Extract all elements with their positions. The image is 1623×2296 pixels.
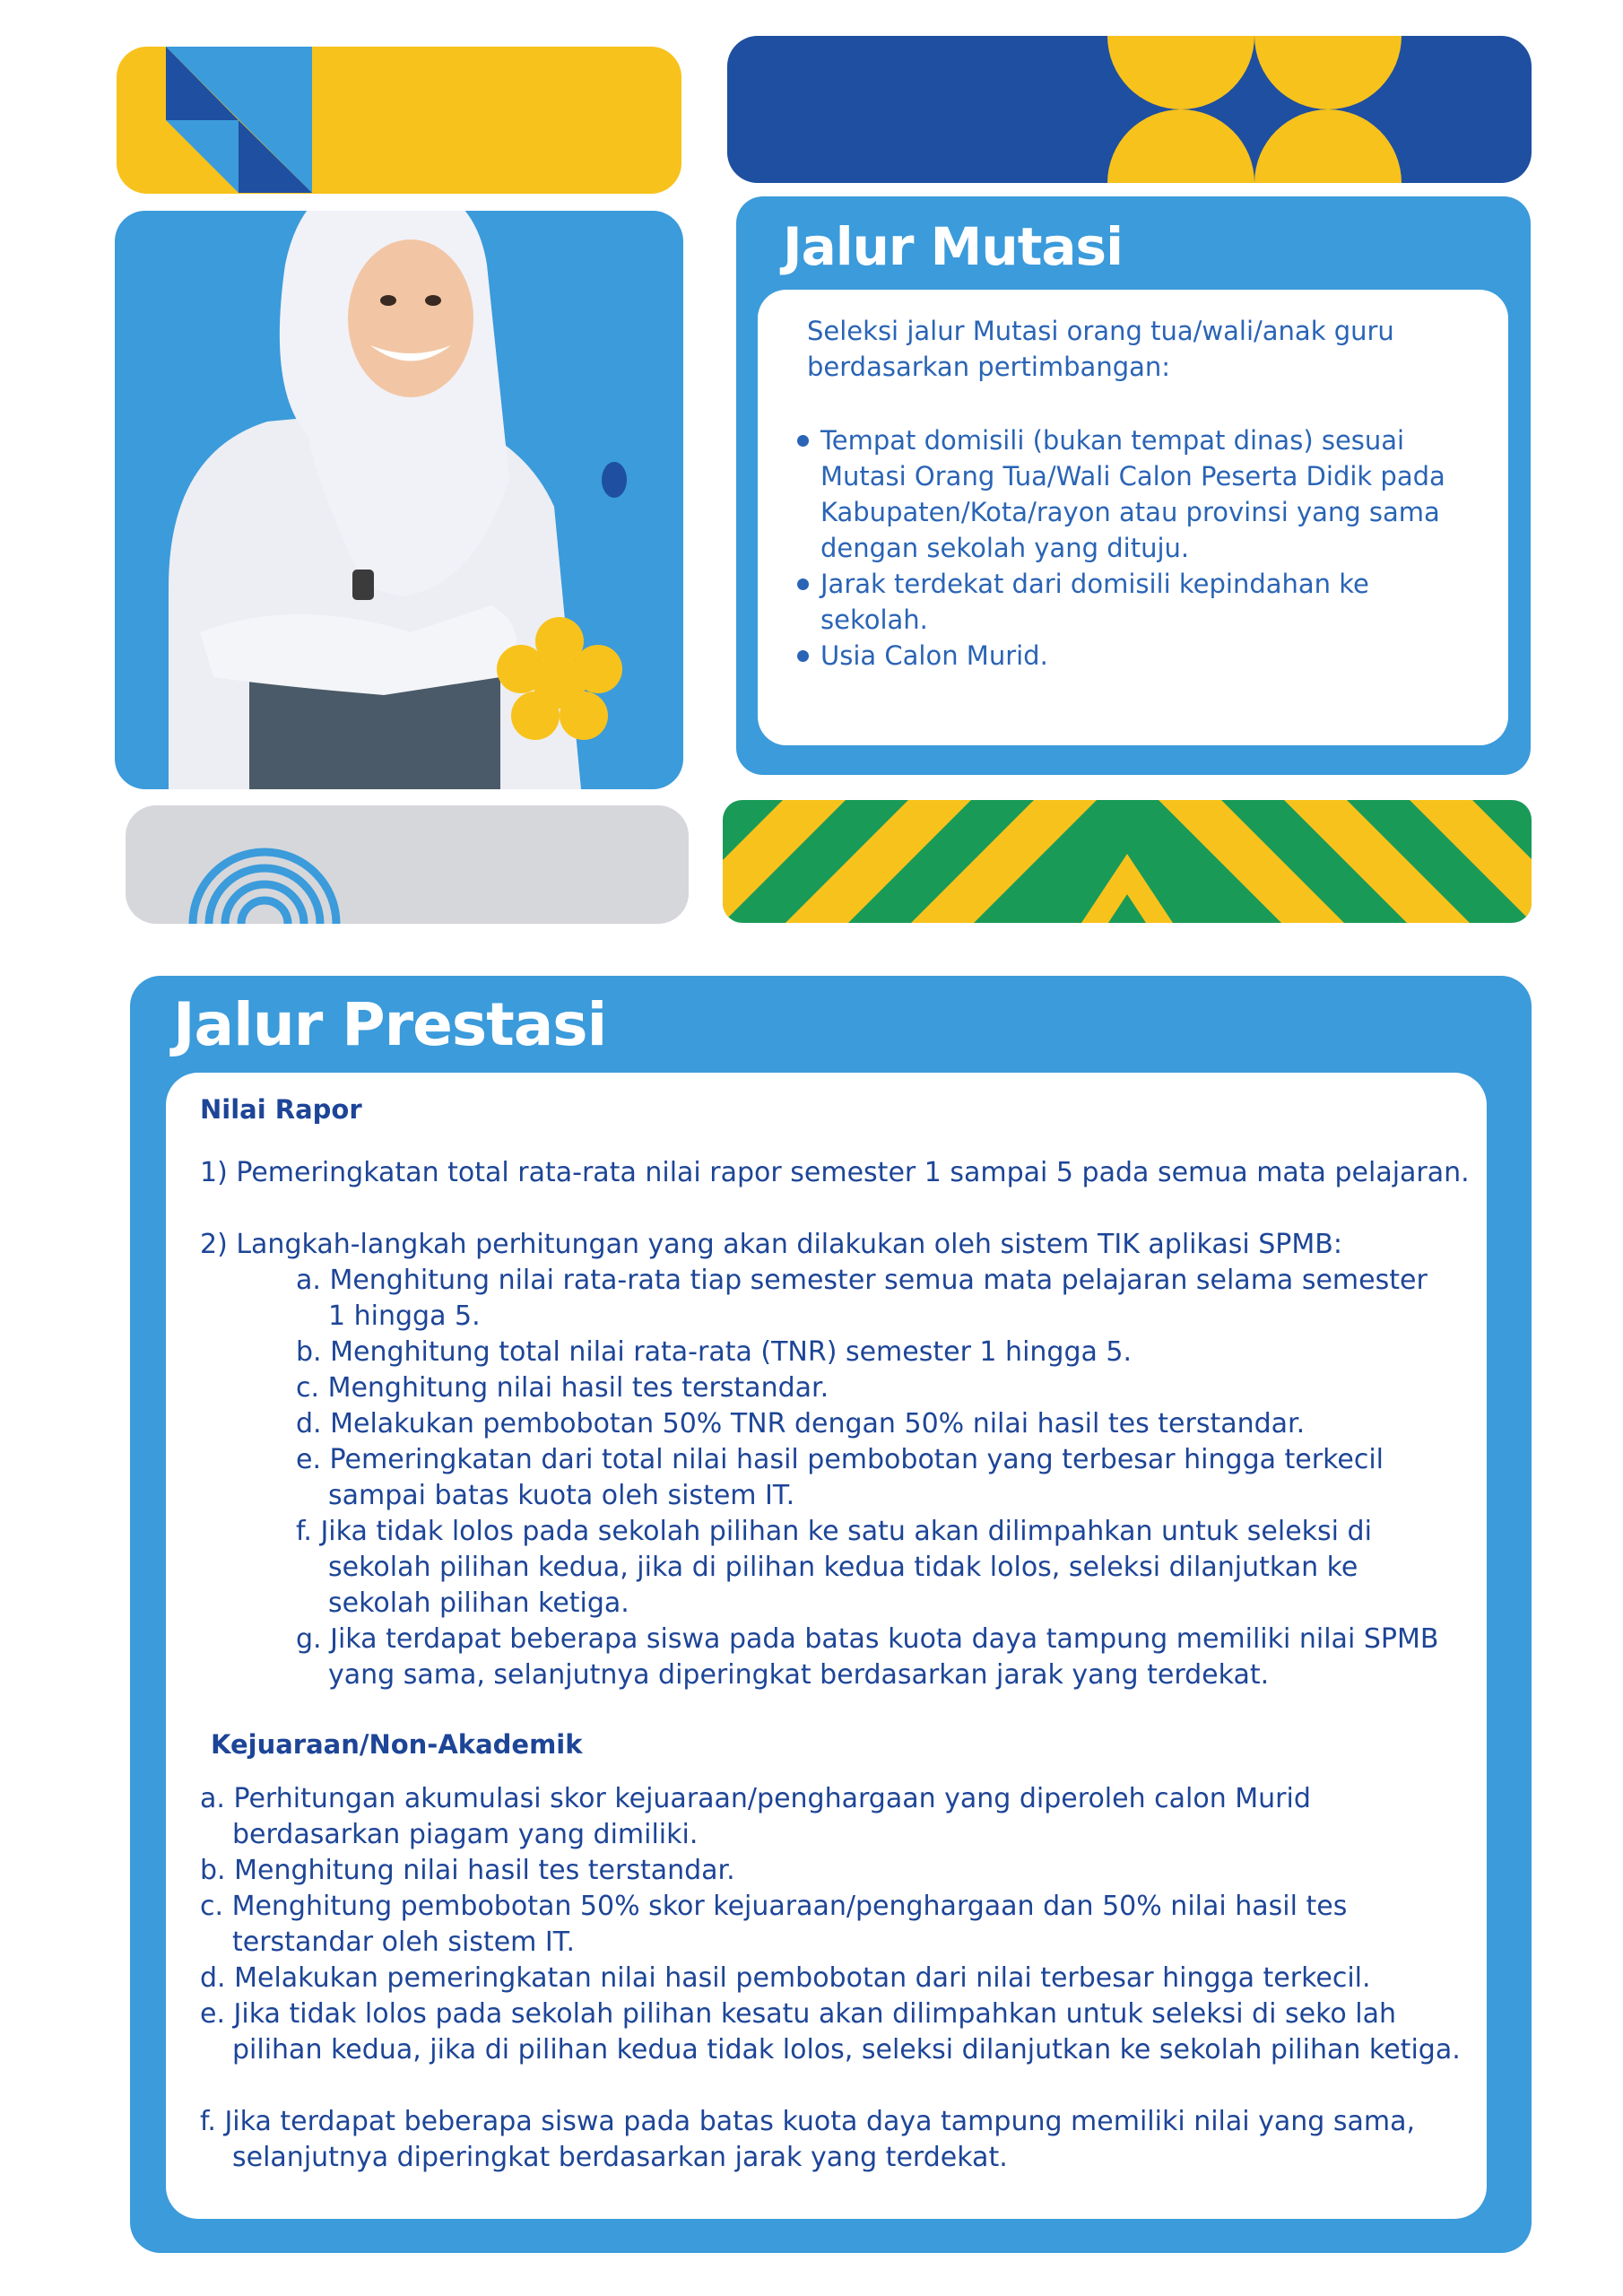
mutasi-criteria-list (794, 422, 1484, 674)
chevron-stripes-icon (723, 800, 1532, 923)
rapor-step: e. Pemeringkatan dari total nilai hasil pembobotan yang terbesar hingga terkecil sampai batas kuota oleh sistem IT. (296, 1444, 1384, 1511)
rapor-step: a. Menghitung nilai rata-rata tiap semester semua mata pelajaran selama semester 1 hingga 5. (296, 1265, 1428, 1332)
prestasi-content-panel (166, 1073, 1487, 2219)
rapor-step: f. Jika tidak lolos pada sekolah pilihan ke satu akan dilimpahkan untuk seleksi di sekolah pilihan kedua, jika di pilihan kedua tidak lolos, seleksi dilanjutkan ke sekolah pilihan ketiga. (296, 1516, 1372, 1619)
mutasi-intro: Seleksi jalur Mutasi orang tua/wali/anak guru berdasarkan pertimbangan: (807, 316, 1394, 382)
kejuaraan-item: a. Perhitungan akumulasi skor kejuaraan/penghargaan yang diperoleh calon Murid berdasarkan piagam yang dimiliki. (200, 1783, 1311, 1850)
decor-chevron-tile (723, 800, 1532, 923)
rapor-item: 2) Langkah-langkah perhitungan yang akan dilakukan oleh sistem TIK aplikasi SPMB: (200, 1229, 1342, 1260)
student-photo (115, 211, 683, 789)
kejuaraan-item: d. Melakukan pemeringkatan nilai hasil pembobotan dari nilai terbesar hingga terkecil. (200, 1962, 1371, 1994)
rapor-step: g. Jika terdapat beberapa siswa pada batas kuota daya tampung memiliki nilai SPMB yang sama, selanjutnya diperingkat berdasarkan jarak yang terdekat. (296, 1623, 1439, 1691)
decor-arcs-tile (126, 805, 689, 924)
rainbow-arcs-icon (126, 805, 689, 924)
circles-pattern-icon (727, 36, 1532, 183)
list-item: Usia Calon Murid. (794, 638, 1484, 674)
kejuaraan-item: f. Jika terdapat beberapa siswa pada batas kuota daya tampung memiliki nilai yang sama, selanjutnya diperingkat berdasarkan jarak yang terdekat. (200, 2106, 1416, 2173)
jalur-mutasi-section (736, 196, 1531, 775)
rapor-step: c. Menghitung nilai hasil tes terstandar. (296, 1372, 829, 1404)
mutasi-title: Jalur Mutasi (783, 216, 1123, 277)
decor-circles-tile (727, 36, 1532, 183)
rapor-step: b. Menghitung total nilai rata-rata (TNR) semester 1 hingga 5. (296, 1336, 1133, 1368)
list-item: Tempat domisili (bukan tempat dinas) sesuai Mutasi Orang Tua/Wali Calon Peserta Didik pada Kabupaten/Kota/rayon atau provinsi yang sama dengan sekolah yang dituju. (794, 422, 1484, 566)
kejuaraan-item: e. Jika tidak lolos pada sekolah pilihan kesatu akan dilimpahkan untuk seleksi di seko lah pilihan kedua, jika di pilihan kedua tidak lolos, seleksi dilanjutkan ke sekolah pilihan ketiga. (200, 1998, 1461, 2066)
triangles-pattern-icon (117, 47, 681, 194)
kejuaraan-item: b. Menghitung nilai hasil tes terstandar. (200, 1855, 735, 1886)
nilai-rapor-heading: Nilai Rapor (200, 1094, 362, 1125)
list-item: Jarak terdekat dari domisili kepindahan ke sekolah. (794, 566, 1484, 638)
kejuaraan-item: c. Menghitung pembobotan 50% skor kejuaraan/penghargaan dan 50% nilai hasil tes terstandar oleh sistem IT. (200, 1891, 1348, 1958)
mutasi-content-panel (758, 290, 1508, 745)
rapor-item: 1) Pemeringkatan total rata-rata nilai rapor semester 1 sampai 5 pada semua mata pelajaran. (200, 1157, 1470, 1188)
rapor-step: d. Melakukan pembobotan 50% TNR dengan 50% nilai hasil tes terstandar. (296, 1408, 1306, 1439)
prestasi-title: Jalur Prestasi (173, 990, 607, 1059)
kejuaraan-heading: Kejuaraan/Non-Akademik (211, 1729, 583, 1760)
jalur-prestasi-section (130, 976, 1532, 2253)
decor-triangles-tile (117, 47, 681, 194)
student-photo-card (115, 211, 683, 789)
